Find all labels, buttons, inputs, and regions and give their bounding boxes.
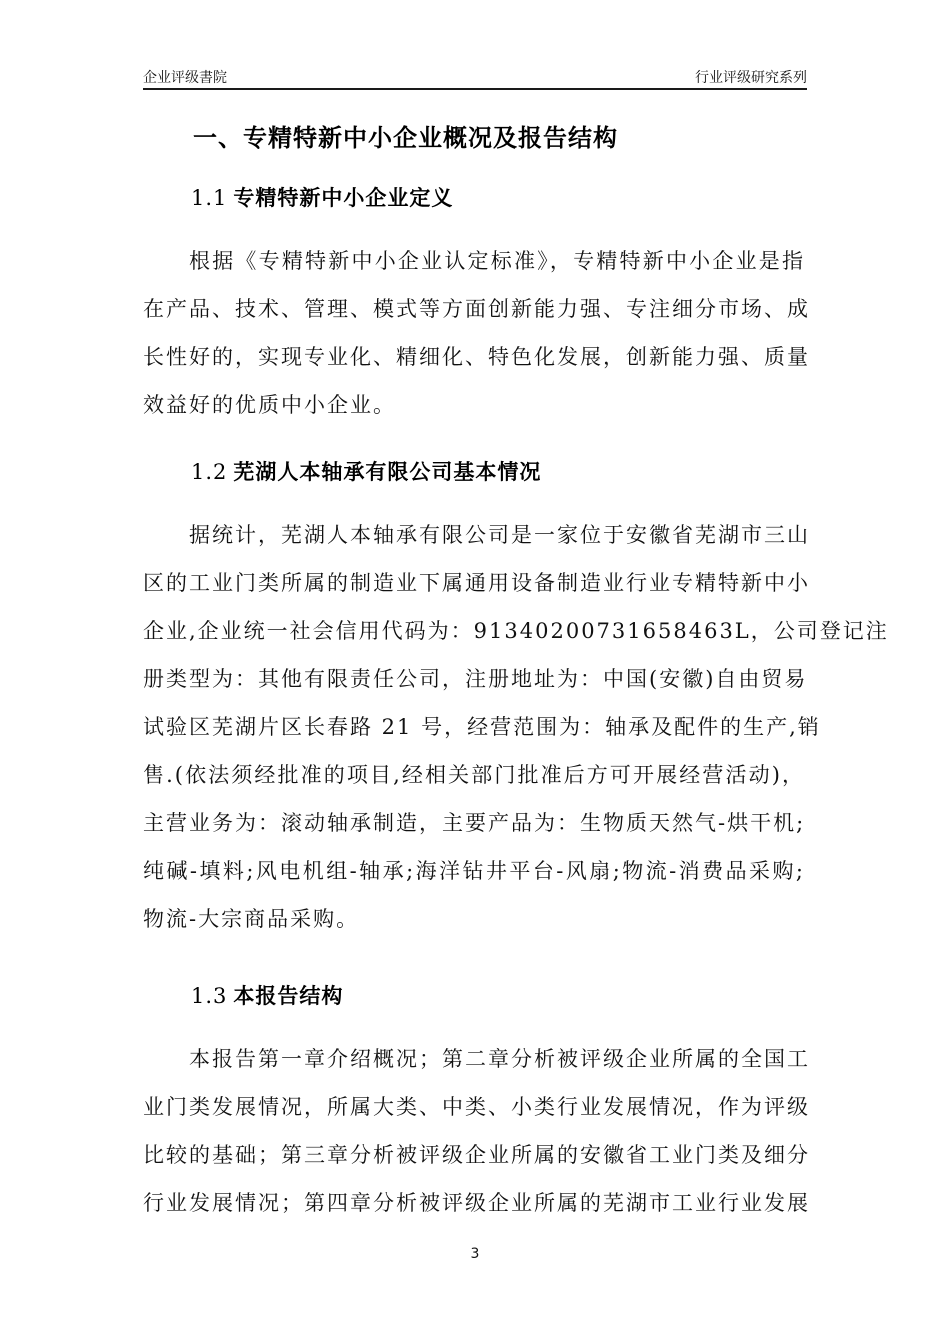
section-heading-1-2 (191, 456, 541, 486)
paragraph-line: 试验区芜湖片区长春路 21 号，经营范围为：轴承及配件的生产,销 (143, 715, 821, 739)
paragraph-line: 主营业务为：滚动轴承制造，主要产品为：生物质天然气-烘干机; (143, 811, 806, 835)
page-header (143, 66, 807, 90)
paragraph-line: 效益好的优质中小企业。 (143, 393, 396, 417)
section-title: 专精特新中小企业定义 (233, 186, 454, 210)
paragraph-line: 行业发展情况；第四章分析被评级企业所属的芜湖市工业行业发展 (143, 1191, 810, 1215)
section-title: 芜湖人本轴承有限公司基本情况 (233, 460, 542, 484)
paragraph-line: 业门类发展情况，所属大类、中类、小类行业发展情况，作为评级 (143, 1095, 810, 1119)
section-number: 1.2 (191, 460, 228, 484)
paragraph-report-structure (143, 1035, 810, 1227)
section-title: 本报告结构 (233, 984, 344, 1008)
paragraph-line: 区的工业门类所属的制造业下属通用设备制造业行业专精特新中小 (143, 571, 810, 595)
paragraph-line: 本报告第一章介绍概况；第二章分析被评级企业所属的全国工 (189, 1047, 810, 1071)
paragraph-line: 比较的基础；第三章分析被评级企业所属的安徽省工业门类及细分 (143, 1143, 810, 1167)
paragraph-line: 企业,企业统一社会信用代码为：91340200731658463L，公司登记注 (143, 619, 889, 643)
paragraph-definition (143, 237, 810, 429)
section-heading-1-3 (191, 980, 343, 1010)
paragraph-line: 纯碱-填料;风电机组-轴承;海洋钻井平台-风扇;物流-消费品采购; (143, 859, 805, 883)
section-number: 1.3 (191, 984, 228, 1008)
paragraph-company-info (143, 511, 889, 943)
paragraph-line: 根据《专精特新中小企业认定标准》，专精特新中小企业是指 (189, 249, 805, 273)
header-right-label: 行业评级研究系列 (695, 70, 807, 86)
page-number: 3 (470, 1246, 480, 1262)
paragraph-line: 据统计，芜湖人本轴承有限公司是一家位于安徽省芜湖市三山 (189, 523, 810, 547)
header-left-label: 企业评级書院 (143, 70, 227, 86)
paragraph-line: 册类型为：其他有限责任公司，注册地址为：中国(安徽)自由贸易 (143, 667, 808, 691)
paragraph-line: 长性好的，实现专业化、精细化、特色化发展，创新能力强、质量 (143, 345, 810, 369)
paragraph-line: 物流-大宗商品采购。 (143, 907, 360, 931)
section-heading-1-1 (191, 182, 453, 212)
section-number: 1.1 (191, 186, 228, 210)
chapter-title: 一、专精特新中小企业概况及报告结构 (193, 124, 618, 152)
paragraph-line: 在产品、技术、管理、模式等方面创新能力强、专注细分市场、成 (143, 297, 810, 321)
paragraph-line: 售.(依法须经批准的项目,经相关部门批准后方可开展经营活动)， (143, 763, 805, 787)
